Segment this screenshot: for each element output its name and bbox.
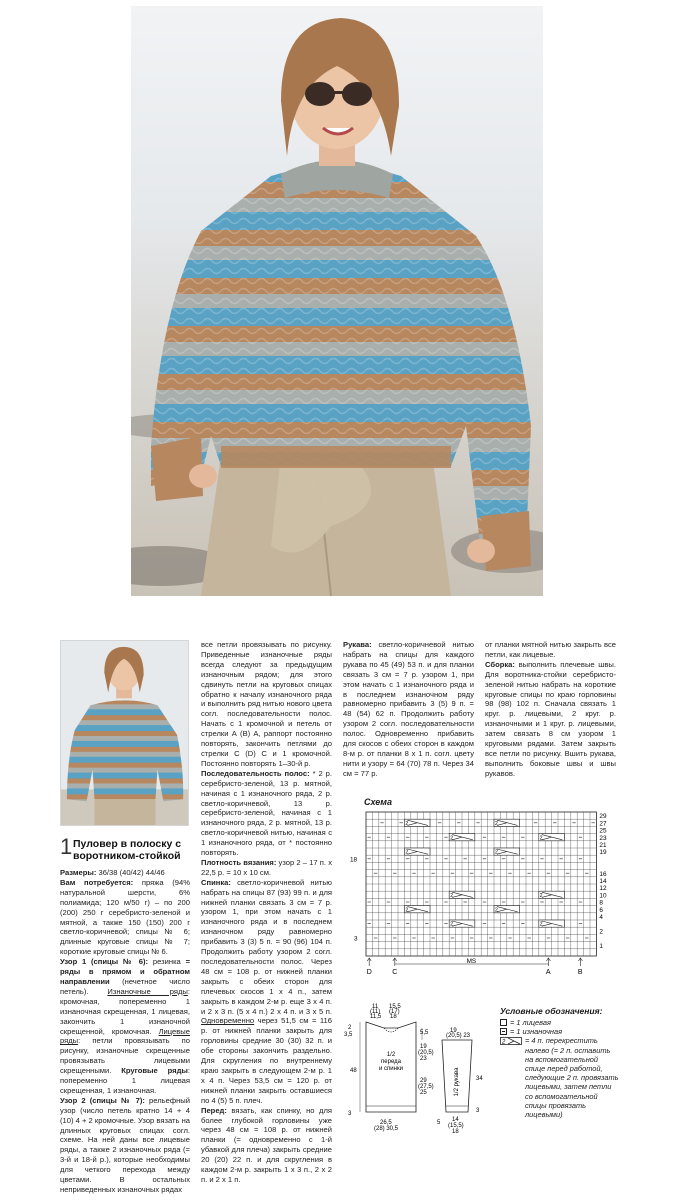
chart-cable-number: 2 bbox=[450, 835, 453, 842]
chart-cable-number: 2 bbox=[405, 820, 409, 827]
garment-schematic bbox=[342, 1000, 492, 1150]
legend-text: = 1 лицевая bbox=[510, 1018, 551, 1027]
gauge-label: Плотность вязания: bbox=[201, 857, 277, 867]
dim-48: 48 bbox=[350, 1068, 357, 1074]
chart-arrow-label: D bbox=[366, 969, 372, 976]
sleeve-dim-19: 19 bbox=[450, 1028, 457, 1034]
instructions-column-3 bbox=[343, 640, 474, 779]
knitting-chart bbox=[348, 806, 618, 976]
chart-row-label: 27 bbox=[599, 820, 607, 828]
materials-paragraph bbox=[60, 878, 190, 957]
chart-title: Схема bbox=[364, 797, 392, 807]
body-label-1: 1/2 bbox=[386, 1052, 396, 1058]
chart-row-label: 1 bbox=[599, 942, 603, 950]
pattern1-paragraph bbox=[60, 957, 190, 1096]
back-underline: Одновременно bbox=[201, 1016, 255, 1026]
dim-29: 29 bbox=[420, 1078, 427, 1084]
pattern1-text: : кромочная, попеременно 1 изнаночная скрещенная, 1 лицевая, закончить 1 изнаночной скрещенной, кромочная. bbox=[60, 986, 190, 1036]
chart-row-label: 12 bbox=[599, 885, 607, 893]
chart-row-label: 29 bbox=[599, 813, 607, 821]
knit-symbol-icon bbox=[500, 1019, 507, 1026]
pattern1-underline: Изнаночные ряды bbox=[107, 986, 188, 996]
pattern1-bold: Круговые ряды bbox=[121, 1066, 188, 1076]
chart-arrow-label: C bbox=[392, 969, 398, 976]
pattern2-continued: все петли провязывать по рисунку. Приведенные изнаночные ряды всегда следуют за предыдущим изнаночным рядом; для этого сдвинуть петли на круговых спицах обратно к началу изнаночного ряда и выполнить ряд нитью нового цвета согл. последовательности полос. Начать с 1 кромочной и петель от стрелки А (В) А, раппорт постоянно повторять, закончить петлями до стрелки С (D) С и 1 кромочной. Постоянно повторять 1–30-й р. bbox=[201, 640, 332, 768]
chart-cable-number: 2 bbox=[495, 849, 498, 856]
dim-width: 26,5 bbox=[380, 1120, 392, 1126]
legend-item-knit bbox=[500, 1018, 620, 1027]
back-text: светло-коричневой нитью набрать на спицы 87 (93) 99 п. и для нижней планки связать 3 см = 7 р. узором 1, при этом начать с 1 изнаночного ряда и в последнем изнаночном ряду равномерно прибавить 3 (3) 5 п. = 90 (96) 104 п. Продолжить работу узором 2 согл. последовательности полос. Через 48 см = 108 р. от нижней планки закрыть с обеих сторон для плечевых скосов 1 х 4 п., затем закрыть в каждом 2-м р. еще 3 х 4 п. и 2 х 3 п. (5 х 4 п.) 2 х 4 п. и 3 х 5 п. bbox=[201, 877, 332, 1016]
chart-cable-number: 2 bbox=[405, 907, 409, 914]
purl-symbol-icon bbox=[500, 1028, 507, 1035]
stripe-sequence-label: Последовательность полос: bbox=[201, 768, 310, 778]
cable-symbol-icon bbox=[500, 1037, 522, 1045]
dim-shoulder-c: 11,5 bbox=[370, 1014, 382, 1020]
legend bbox=[500, 1018, 620, 1119]
pattern1-underline: Лицевые ряды bbox=[60, 1026, 190, 1046]
chart-cable-number: 2 bbox=[450, 892, 453, 899]
legend-text: = 1 изнаночная bbox=[510, 1027, 563, 1037]
legend-item-cable bbox=[500, 1036, 620, 1119]
dim-29c: 25 bbox=[420, 1090, 427, 1096]
sleeve-dim-14: 14 bbox=[452, 1117, 459, 1123]
dim-left-2: 2 bbox=[348, 1025, 352, 1031]
front-text: вязать, как спинку, но для более глубокой горловины уже через 48 см = 108 р. от нижней планки (= одновременно с 1-й убавкой для плеча) закрыть средние 20 (20) 22 п. и для скругления в каждом 2-м р. закрыть 1 х 3 п., 2 х 2 п. и 2 х 1 п. bbox=[201, 1105, 332, 1184]
pattern1-text: резинка bbox=[148, 957, 186, 967]
dim-bottom-3: 3 bbox=[348, 1111, 352, 1117]
gauge-text: узор 2 – 17 п. х 22,5 р. = 10 х 10 см. bbox=[201, 857, 332, 877]
pattern1-label: Узор 1 (спицы № 6): bbox=[60, 957, 149, 967]
sleeve-dim-18: 18 bbox=[452, 1129, 459, 1135]
sleeve-dim-5: 5 bbox=[437, 1120, 441, 1126]
pattern1-bold: = ряды в прямом и обратном направлении bbox=[60, 957, 190, 986]
back-label: Спинка: bbox=[201, 877, 231, 887]
chart-cable-number: 2 bbox=[450, 921, 453, 928]
instructions-column-4 bbox=[485, 640, 616, 779]
chart-cable-number: 2 bbox=[495, 820, 498, 827]
sleeves-paragraph bbox=[343, 640, 474, 779]
materials-label: Вам потребуется: bbox=[60, 877, 134, 887]
chart-cable-number: 2 bbox=[539, 892, 543, 899]
chart-row-label: 8 bbox=[599, 899, 603, 907]
dim-width-b: (28) 30,5 bbox=[374, 1126, 399, 1132]
pattern2-paragraph bbox=[60, 1096, 190, 1195]
legend-item-purl bbox=[500, 1027, 620, 1036]
chart-cable-number: 2 bbox=[405, 849, 409, 856]
chart-arrow-label: B bbox=[577, 969, 583, 976]
stripe-sequence-text: * 2 р. серебристо-зеленой, 13 р. мятной, начиная с 1 изнаночного ряда, 2 р. светло-коричневой, 13 р. серебристо-зеленой, начиная с 1 изнаночного ряда, 2 р. мятной, 13 р. светло-коричневой нитью, начиная с 1 изнаночного ряда, от * постоянно повторять. bbox=[201, 768, 333, 858]
pattern2-label: Узор 2 (спицы № 7): bbox=[60, 1095, 145, 1105]
chart-row-label: 10 bbox=[599, 892, 607, 900]
legend-title: Условные обозначения: bbox=[500, 1006, 603, 1016]
body-label-3: и спинки bbox=[379, 1066, 403, 1072]
chart-row-label: 21 bbox=[599, 842, 607, 849]
stripe-sequence-paragraph bbox=[201, 769, 332, 858]
thumbnail-illustration bbox=[61, 641, 188, 825]
sleeve-dim-34: 34 bbox=[476, 1076, 483, 1082]
assembly-label: Сборка: bbox=[485, 659, 515, 669]
dim-19b: (20,5) bbox=[418, 1050, 434, 1056]
materials-value: пряжа (94% натуральной шерсти, 6% полиамида; 120 м/50 г) – по 200 (200) 250 г серебристо-зеленой и мятной, а также 150 (150) 200 г светло-коричневой; спицы № 6; длинные круговые спицы № 7; короткие круговые спицы № 6. bbox=[60, 877, 190, 957]
sleeves-continued: от планки мятной нитью закрыть все петли, как лицевые. bbox=[485, 640, 616, 659]
sleeves-text: светло-коричневой нитью набрать на спицы для каждого рукава по 45 (49) 53 п. и для планки связать 3 см = 7 р. узором 1, при этом начать с 1 изнаночного ряда и в последнем изнаночном ряду равномерно прибавить 3 (5) 9 п. = 48 (54) 62 п. Продолжить работу узором 2 согл. последовательности полос. Одновременно прибавить для скосов с обеих сторон в каждом 8-м р. от планки 8 х 1 п. согл. цвету нити и узору = 64 (70) 78 п. Через 34 см = 77 р. bbox=[343, 640, 474, 778]
back-text: через 51,5 см = 116 р. от нижней планки закрыть для горловины средние 30 (30) 32 п. и обе стороны закончить раздельно. Для скругления по внутреннему краю закрыть в следующем 2-м р. 1 х 4 п. Через 53,5 см = 120 р. от нижней планки закрыть оставшиеся по 4 (5) 5 п. плеч. bbox=[201, 1016, 332, 1105]
dim-left-35: 3,5 bbox=[344, 1032, 353, 1038]
chart-row-label: 2 bbox=[599, 928, 603, 936]
pattern1-text: : петли провязывать по рисунку, изнаночные скрещенные провязывать лицевыми скрещенными. bbox=[60, 1036, 190, 1076]
assembly-text: выполнить плечевые швы. Для воротника-стойки серебристо-зеленой нитью набрать на короткие круговые спицы по краю горловины 98 (98) 102 п. Сначала связать 1 круг. р. лицевыми, 2 круг. р. изнаночными и 1 круг. р. лицевыми, затем связать 8 см узором 1 круговыми рядами. Затем закрыть все петли по рисунку. Вшить рукава, выполнить боковые швы и швы рукавов. bbox=[485, 659, 616, 778]
assembly-paragraph bbox=[485, 660, 616, 779]
dim-neck-c: 18 bbox=[390, 1014, 397, 1020]
chart-row-label: 16 bbox=[599, 870, 607, 878]
pattern1-text: (нечетное число петель). bbox=[60, 976, 190, 996]
pattern2-text: рельефный узор (число петель кратно 14 + 4 (10) 4 + 2 кромочные. Узор вязать на длинных круговых спицах согл. схеме. На ней даны все лицевые ряды, а также 2 изнаночных ряда (= 3-й и 18-й р.), которые необходимы для четкого перехода между цветами. В остальных неприведенных изнаночных рядах bbox=[60, 1095, 191, 1194]
sizes-paragraph bbox=[60, 868, 190, 878]
chart-cable-number: 2 bbox=[539, 921, 543, 928]
front-label: Перед: bbox=[201, 1105, 227, 1115]
sizes-value: 36/38 (40/42) 44/46 bbox=[96, 868, 165, 877]
back-paragraph bbox=[201, 878, 332, 1106]
dim-neck: 15,5 bbox=[389, 1004, 401, 1010]
chart-cable-number: 2 bbox=[539, 835, 543, 842]
pattern-number: 1 bbox=[60, 834, 73, 859]
chart-row-label: 23 bbox=[599, 834, 607, 842]
main-photo bbox=[131, 6, 543, 596]
chart-row-label: 19 bbox=[599, 849, 607, 857]
sleeve-label: 1/2 рукава bbox=[454, 1067, 460, 1097]
chart-row-label: 6 bbox=[599, 906, 603, 914]
sleeve-dim-19b: (20,5) 23 bbox=[446, 1033, 471, 1039]
instructions-column-2 bbox=[201, 640, 332, 1185]
pattern1-text: : попеременно 1 лицевая скрещенная, 1 изнаночная. bbox=[60, 1066, 190, 1095]
dim-shoulder: 11 bbox=[372, 1004, 379, 1010]
chart-repeat-label: MS bbox=[466, 958, 477, 965]
front-paragraph bbox=[201, 1106, 332, 1185]
dim-shoulder-b: (11) bbox=[370, 1009, 381, 1015]
dim-29b: (27,5) bbox=[418, 1084, 434, 1090]
chart-row-label: 14 bbox=[599, 878, 607, 885]
svg-text:2: 2 bbox=[502, 1039, 506, 1046]
dim-19: 19 bbox=[420, 1044, 427, 1050]
sleeve-dim-14b: (15,5) bbox=[448, 1123, 464, 1129]
gauge-paragraph bbox=[201, 858, 332, 878]
chart-row-label: 4 bbox=[599, 914, 603, 921]
dim-55: 5,5 bbox=[420, 1030, 429, 1036]
chart-row-label: 25 bbox=[599, 827, 607, 835]
pattern-title: Пуловер в полоску с воротником-стойкой bbox=[73, 838, 182, 862]
legend-text: = 4 п. перекрестить налево (= 2 п. оставить на вспомогательной спице перед работой, следующие 2 п. провязать лицевыми, затем петли со вспомогательной спицы провязать лицевыми) bbox=[525, 1036, 619, 1120]
chart-cable-number: 2 bbox=[495, 907, 498, 914]
sleeves-label: Рукава: bbox=[343, 640, 372, 649]
chart-row-label-left: 18 bbox=[350, 856, 358, 864]
chart-row-label-left: 3 bbox=[354, 935, 358, 943]
body-label-2: переда bbox=[381, 1059, 401, 1065]
chart-arrow-label: A bbox=[545, 969, 551, 976]
sleeve-dim-3: 3 bbox=[476, 1108, 480, 1114]
sizes-label: Размеры: bbox=[60, 868, 97, 877]
thumbnail-photo bbox=[60, 640, 189, 826]
dim-neck-b: (17) bbox=[389, 1009, 400, 1015]
dim-19c: 23 bbox=[420, 1056, 427, 1062]
model-photo-illustration bbox=[131, 6, 543, 596]
instructions-column-1 bbox=[60, 868, 190, 1195]
